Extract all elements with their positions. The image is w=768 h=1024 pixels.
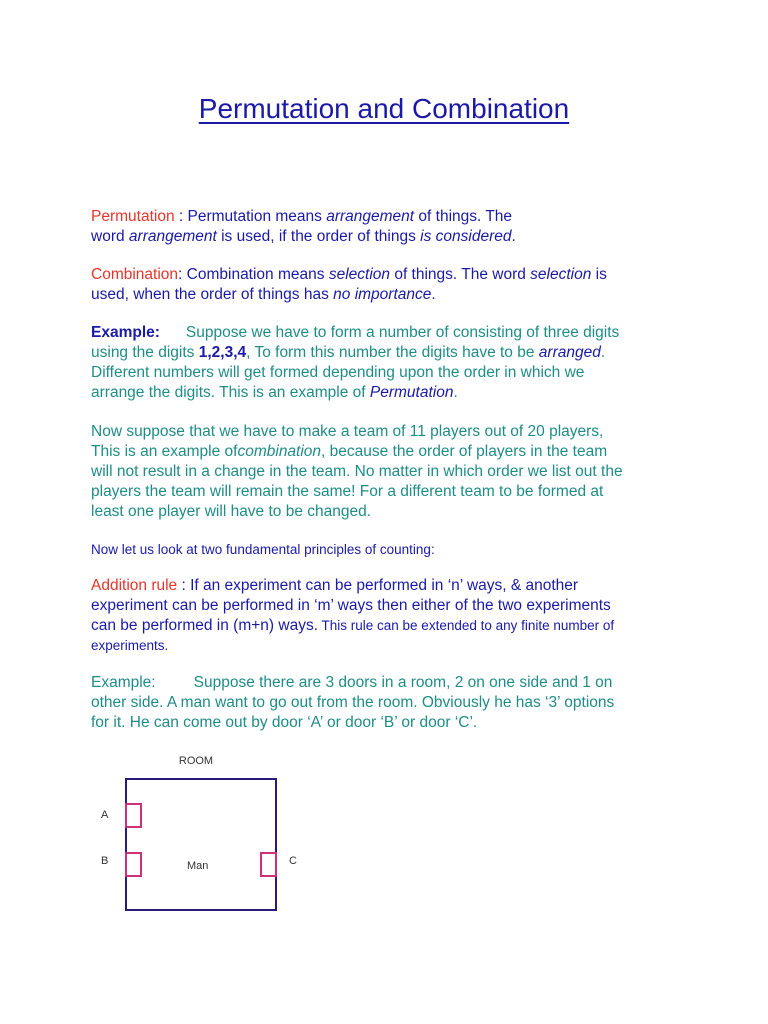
room-label: ROOM bbox=[178, 755, 214, 767]
text-line: players the team will remain the same! For a different team to be formed at bbox=[91, 483, 604, 500]
text: of things. The word bbox=[390, 266, 531, 283]
fundamental-principles-line: Now let us look at two fundamental principles of counting: bbox=[91, 542, 435, 557]
combination-paragraph bbox=[91, 265, 691, 305]
text-line: for it. He can come out by door ‘A’ or door ‘B’ or door ‘C’. bbox=[91, 714, 478, 731]
text: . bbox=[600, 344, 606, 361]
addition-rule-term: Addition rule bbox=[91, 577, 178, 594]
page-title: Permutation and Combination bbox=[198, 93, 570, 124]
text: of things. The bbox=[414, 208, 513, 225]
door-b bbox=[126, 853, 141, 876]
emphasis: selection bbox=[328, 266, 391, 283]
text-line: experiments. bbox=[91, 638, 169, 653]
separator: : bbox=[178, 266, 187, 283]
example-permutation-paragraph bbox=[91, 323, 691, 403]
text: Suppose we have to form a number of consisting of three digits bbox=[185, 324, 620, 341]
text: can be performed in (m+n) ways. bbox=[91, 617, 318, 634]
text: , because the order of players in the team bbox=[321, 443, 608, 460]
addition-rule-paragraph bbox=[91, 576, 691, 656]
emphasis: arrangement bbox=[326, 208, 415, 225]
text: . bbox=[511, 228, 516, 245]
door-c-label: C bbox=[289, 855, 297, 867]
combination-term: Combination bbox=[91, 266, 179, 283]
team-paragraph bbox=[91, 422, 691, 522]
text-line: will not result in a change in the team. No matter in which order we list out the bbox=[91, 463, 623, 480]
text: . bbox=[431, 286, 436, 303]
room-diagram bbox=[90, 745, 320, 920]
door-a-label: A bbox=[101, 809, 109, 821]
text: Suppose there are 3 doors in a room, 2 on one side and 1 on bbox=[193, 674, 613, 691]
text: . bbox=[453, 384, 458, 401]
permutation-term: Permutation bbox=[91, 208, 175, 225]
emphasis: combination bbox=[237, 443, 322, 460]
text: arrange the digits. This is an example of bbox=[91, 384, 370, 401]
door-b-label: B bbox=[101, 855, 109, 867]
door-c bbox=[261, 853, 276, 876]
text-line: other side. A man want to go out from the room. Obviously he has ‘3’ options bbox=[91, 694, 615, 711]
permutation-paragraph bbox=[91, 207, 691, 247]
text: , To form this number the digits have to be bbox=[246, 344, 539, 361]
text: word bbox=[91, 228, 129, 245]
text: Permutation means bbox=[187, 208, 327, 225]
emphasis: selection bbox=[530, 266, 592, 283]
emphasis: arranged bbox=[538, 344, 601, 361]
text-line: Now suppose that we have to make a team of 11 players out of 20 players, bbox=[91, 423, 604, 440]
emphasis: is considered bbox=[420, 228, 512, 245]
room-outline bbox=[126, 779, 276, 910]
text: is used, if the order of things bbox=[216, 228, 421, 245]
man-label: Man bbox=[187, 860, 209, 872]
text: : If an experiment can be performed in ‘n’ ways, & another bbox=[177, 577, 579, 594]
example-label: Example: bbox=[91, 324, 160, 341]
text: This rule can be extended to any finite number of bbox=[318, 618, 615, 633]
emphasis: arrangement bbox=[128, 228, 217, 245]
text-line: experiment can be performed in ‘m’ ways then either of the two experiments bbox=[91, 597, 611, 614]
digits: 1,2,3,4 bbox=[198, 344, 247, 361]
text: using the digits bbox=[91, 344, 199, 361]
text: used, when the order of things has bbox=[91, 286, 334, 303]
door-a bbox=[126, 804, 141, 827]
text-line: least one player will have to be changed. bbox=[91, 503, 372, 520]
text: Combination means bbox=[186, 266, 329, 283]
text: This is an example of bbox=[91, 443, 238, 460]
example-label: Example: bbox=[91, 674, 156, 691]
text-line: Different numbers will get formed depending upon the order in which we bbox=[91, 364, 585, 381]
emphasis: Permutation bbox=[369, 384, 454, 401]
emphasis: no importance bbox=[333, 286, 432, 303]
example-doors-paragraph bbox=[91, 673, 691, 733]
separator: : bbox=[174, 208, 188, 225]
text: is bbox=[591, 266, 607, 283]
